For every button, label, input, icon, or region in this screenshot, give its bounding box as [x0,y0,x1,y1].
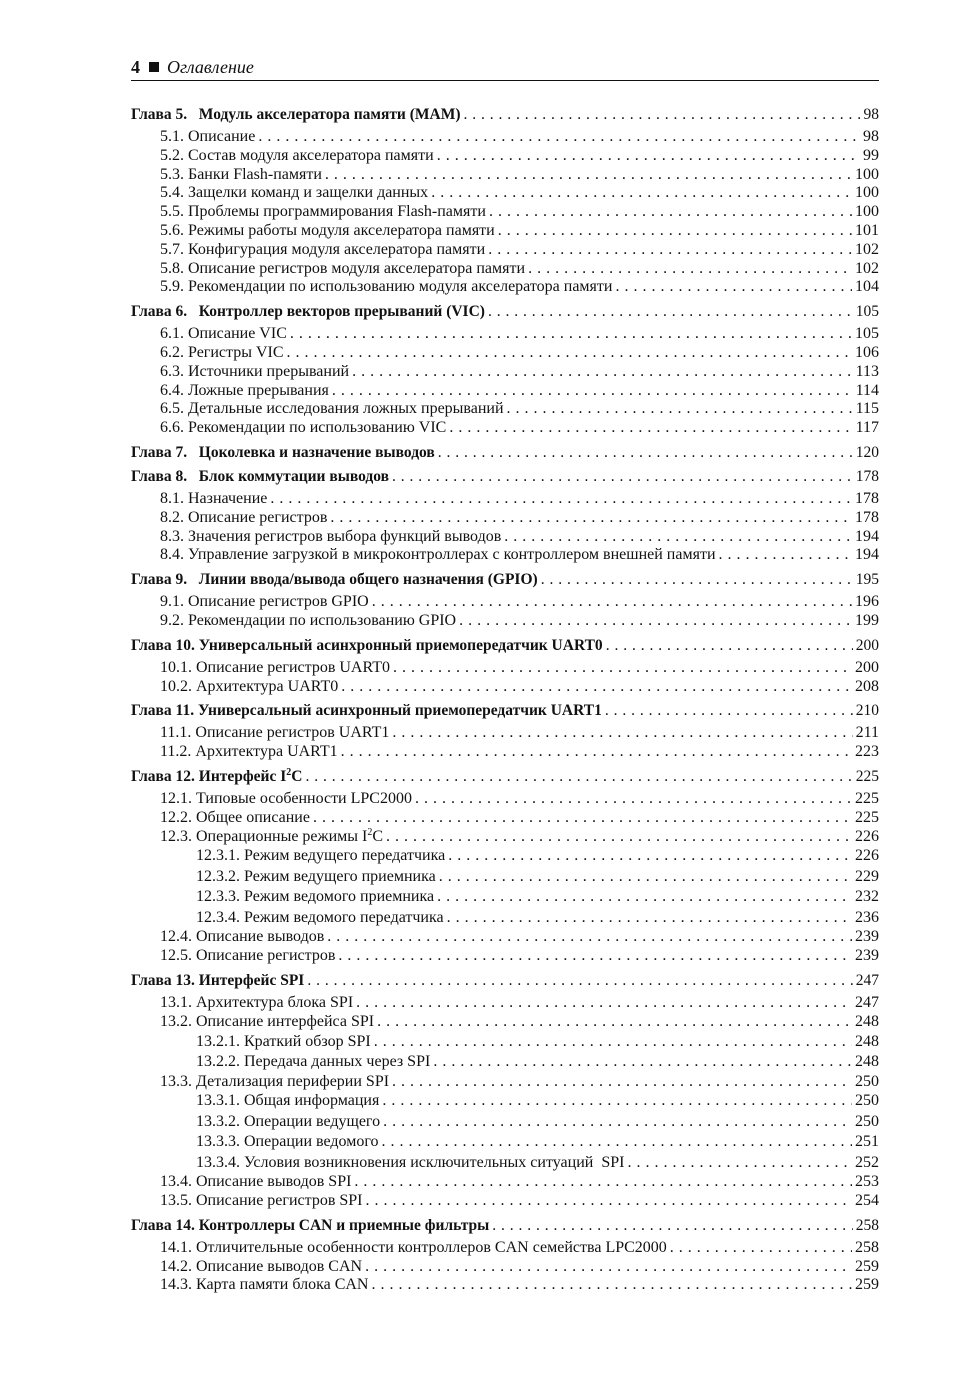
toc-chapter-entry[interactable] [131,302,879,321]
dot-leader [504,528,852,547]
toc-entry-title [160,1276,368,1295]
toc-page-number: 200 [855,636,879,654]
toc-section-entry[interactable] [131,612,879,631]
toc-section-entry[interactable] [131,528,879,547]
toc-subsection-entry[interactable] [131,867,879,888]
dot-leader [449,419,852,438]
toc-section-entry[interactable] [131,419,879,438]
toc-section-entry[interactable] [131,928,879,947]
toc-entry-title [160,222,495,241]
toc-page-number: 252 [855,1153,879,1171]
dot-leader [392,724,852,743]
dot-leader [341,678,852,697]
dot-leader [627,1153,852,1174]
toc-entry-title [196,1032,371,1053]
toc-page-number: 115 [855,400,879,418]
toc-entry-title [131,105,461,124]
toc-page-number: 248 [855,1032,879,1050]
toc-entry-title [196,1091,379,1112]
toc-entry-title [160,659,390,678]
dot-leader [488,241,852,260]
toc-entry-title-text: 13.3.1. Общая информация [196,1092,380,1110]
dot-leader [374,1032,852,1053]
dot-leader [528,260,852,279]
toc-subsection-entry[interactable] [131,887,879,908]
toc-entry-title-text: 13.3. Детализация периферии SPI [160,1072,390,1090]
toc-page-number: 194 [855,527,879,545]
toc-entry-title-text: 11.2. Архитектура UART1 [160,743,338,761]
toc-subsection-entry[interactable] [131,1153,879,1174]
toc-entry-title [131,971,304,990]
toc-entry-title [160,593,369,612]
toc-entry-title-text: 5.1. Описание [160,128,256,145]
toc-entry-title [196,1132,378,1153]
page-number: 4 [131,57,140,77]
toc-section-entry[interactable] [131,1239,879,1258]
toc-entry-title-text: 12.3.2. Режим ведущего приемника [196,867,436,885]
toc-section-entry[interactable] [131,382,879,401]
toc-entry-title-text: Глава 10. Универсальный асинхронный приемопередатчик UART0 [131,636,603,654]
toc-page-number: 113 [855,362,879,380]
toc-page-number: 99 [863,146,879,164]
dot-leader [325,166,852,185]
toc-entry-title-text: 5.9. Рекомендации по использованию модуля акселератора памяти [160,278,613,296]
toc-section-entry[interactable] [131,743,879,762]
toc-page-number: 259 [855,1276,879,1294]
toc-page-number: 178 [855,508,879,526]
toc-entry-title [131,636,603,655]
toc-entry-title [160,1013,374,1032]
toc-entry-title-text: Глава 6. Контроллер векторов прерываний (VIC) [131,303,485,321]
toc-entry-title-text: 10.2. Архитектура UART0 [160,677,339,695]
toc-page-number: 114 [855,381,879,399]
toc-entry-title-text: 8.4. Управление загрузкой в микроконтроллерах с контроллером внешней памяти [160,546,716,564]
toc-entry-title [160,1258,362,1277]
dot-leader [365,1258,852,1277]
toc-entry-title-text: 6.6. Рекомендации по использованию VIC [160,419,447,437]
toc-page-number: 250 [855,1112,879,1130]
toc-page-number: 254 [855,1192,879,1210]
toc-entry-title [160,947,335,966]
dot-leader [354,1173,852,1192]
toc-entry-title [160,743,338,762]
toc-entry-title [160,128,255,147]
toc-section-entry[interactable] [131,490,879,509]
dot-leader [307,971,852,990]
toc-entry-title-text: 8.2. Описание регистров [160,508,328,526]
toc-entry-title-text: 13.2.1. Краткий обзор SPI [196,1032,371,1050]
toc-entry-title-text: Глава 7. Цоколевка и назначение выводов [131,443,435,461]
toc-entry-title [196,846,445,867]
dot-leader [372,593,852,612]
toc-entry-title [160,147,434,166]
toc-page-number: 247 [855,971,879,989]
toc-page-number: 253 [855,1173,879,1191]
dot-leader [415,790,852,809]
toc-entry-title [160,678,338,697]
dot-leader [433,1052,852,1073]
toc-chapter-entry[interactable] [131,443,879,462]
toc-page-number: 102 [855,259,879,277]
dot-leader [270,490,852,509]
toc-section-entry[interactable] [131,1276,879,1295]
toc-entry-title [160,278,612,297]
toc-page-number: 178 [855,467,879,485]
dot-leader [507,400,853,419]
toc-entry-title [160,1173,351,1192]
toc-entry-title [160,400,504,419]
toc-page-number: 98 [863,128,879,145]
toc-page-number: 120 [855,443,879,461]
toc-section-entry[interactable] [131,724,879,743]
toc-page-number: 250 [855,1092,879,1110]
toc-entry-title [131,570,538,589]
toc-entry-title-text: 14.2. Описание выводов CAN [160,1257,363,1275]
dot-leader [382,1091,852,1112]
toc-entry-title-text: 8.3. Значения регистров выбора функций выводов [160,527,502,545]
toc-entry-title [160,1073,389,1092]
toc-page-number: 258 [855,1216,879,1234]
toc-entry-title [160,509,327,528]
toc-section-entry[interactable] [131,147,879,166]
running-title: Оглавление [167,57,254,77]
square-bullet-icon [149,62,159,72]
toc-entry-title-text: 12.4. Описание выводов [160,928,325,946]
toc-entry-title-text: Глава 13. Интерфейс SPI [131,971,305,989]
toc-entry-title [160,809,310,828]
toc-page-number: 232 [855,888,879,906]
toc-entry-title [160,928,324,947]
toc-subsection-entry[interactable] [131,1132,879,1153]
dot-leader [287,344,852,363]
dot-leader [448,846,852,867]
toc-page-number: 102 [855,240,879,258]
toc-section-entry[interactable] [131,678,879,697]
dot-leader [439,867,852,888]
toc-chapter-entry[interactable] [131,1216,879,1235]
dot-leader [392,467,853,486]
dot-leader [386,828,852,847]
toc-page-number: 259 [855,1257,879,1275]
toc-entry-title [196,1052,430,1073]
toc-page-number: 195 [855,571,879,589]
toc-section-entry[interactable] [131,222,879,241]
toc-chapter-entry[interactable] [131,105,879,124]
toc-entry-title [160,203,486,222]
toc-page-number: 239 [855,928,879,946]
toc-section-entry[interactable] [131,509,879,528]
toc-page-number: 98 [863,106,879,123]
dot-leader [327,928,852,947]
toc-subsection-entry[interactable] [131,846,879,867]
toc-entry-title-text: 13.3.4. Условия возникновения исключительных ситуаций SPI [196,1153,625,1171]
toc-entry-title-text: 5.5. Проблемы программирования Flash-памяти [160,203,486,221]
toc-subsection-entry[interactable] [131,1052,879,1073]
dot-leader [341,743,852,762]
dot-leader [330,509,852,528]
toc-section-entry[interactable] [131,1258,879,1277]
toc-section-entry[interactable] [131,128,879,147]
toc-entry-title [160,828,383,847]
dot-leader [313,809,852,828]
toc-page-number: 196 [855,593,879,611]
toc-section-entry[interactable] [131,166,879,185]
toc-entry-title [160,1239,667,1258]
toc-entry-title-text: 5.3. Банки Flash-памяти [160,165,322,183]
dot-leader [371,1276,852,1295]
toc-entry-title [160,363,349,382]
dot-leader [488,302,853,321]
toc-page-number: 117 [855,419,879,437]
toc-chapter-entry[interactable] [131,767,879,786]
dot-leader [381,1132,852,1153]
dot-leader [332,382,853,401]
toc-entry-title-text: 14.1. Отличительные особенности контроллеров CAN семейства LPC2000 [160,1238,667,1256]
toc-entry-title [196,867,436,888]
toc-entry-title [160,490,267,509]
dot-leader [431,184,852,203]
toc-entry-title-text: 9.1. Описание регистров GPIO [160,593,369,611]
dot-leader [437,887,852,908]
toc-page-number: 199 [855,611,879,629]
toc-page-number: 178 [855,489,879,507]
toc-entry-title [131,767,302,786]
toc-entry-superscript: 2 [286,766,292,778]
dot-leader [338,947,852,966]
toc-section-entry[interactable] [131,363,879,382]
toc-entry-title [160,344,284,363]
toc-entry-title-text: 5.4. Защелки команд и защелки данных [160,184,429,202]
dot-leader [383,1112,852,1133]
toc-page-number: 104 [855,278,879,296]
dot-leader [605,701,853,720]
toc-section-entry[interactable] [131,1173,879,1192]
toc-entry-title-text: 13.1. Архитектура блока SPI [160,993,354,1011]
toc-entry-title-text: 11.1. Описание регистров UART1 [160,724,390,742]
toc-section-entry[interactable] [131,546,879,565]
dot-leader [392,1073,852,1092]
toc-section-entry[interactable] [131,1192,879,1211]
dot-leader [437,147,860,166]
toc-page-number: 208 [855,677,879,695]
toc-entry-title [160,528,501,547]
toc-subsection-entry[interactable] [131,1091,879,1112]
toc-entry-title-text: 12.3.4. Режим ведомого передатчика [196,908,444,926]
dot-leader [498,222,852,241]
running-header [131,54,879,81]
toc-entry-title [131,1216,489,1235]
toc-subsection-entry[interactable] [131,1032,879,1053]
dot-leader [541,570,853,589]
toc-entry-title [160,184,428,203]
toc-entry-title-text: 13.2. Описание интерфейса SPI [160,1012,375,1030]
toc-entry-title-text: 12.3.1. Режим ведущего передатчика [196,847,446,865]
toc-page-number: 211 [855,724,879,742]
toc-section-entry[interactable] [131,278,879,297]
toc-section-entry[interactable] [131,790,879,809]
toc-entry-title-text: 6.4. Ложные прерывания [160,381,329,399]
toc-page-number: 239 [855,947,879,965]
toc-entry-title [131,467,389,486]
toc-entry-title [131,701,602,720]
toc-page-number: 100 [855,184,879,202]
toc-page-number: 251 [855,1133,879,1151]
toc-page-number: 248 [855,1012,879,1030]
toc-page-number: 200 [855,658,879,676]
toc-chapter-entry[interactable] [131,701,879,720]
toc-page-number: 223 [855,743,879,761]
toc-entry-title [160,994,353,1013]
toc-entry-title-text: Глава 11. Универсальный асинхронный приемопередатчик UART1 [131,702,602,720]
dot-leader [459,612,852,631]
toc-entry-title-text: 13.3.3. Операции ведомого [196,1133,379,1151]
toc-entry-title-text: 12.3.3. Режим ведомого приемника [196,888,435,906]
toc-page-number: 105 [855,303,879,321]
toc-entry-title-text: 6.1. Описание VIC [160,325,287,343]
toc-page-number: 194 [855,546,879,564]
toc-page-number: 210 [855,702,879,720]
toc-section-entry[interactable] [131,400,879,419]
toc-page-number: 101 [855,221,879,239]
toc-entry-title [160,612,456,631]
toc-entry-title-text: 13.5. Описание регистров SPI [160,1192,363,1210]
toc-entry-title [160,724,389,743]
toc-entry-title [160,790,412,809]
toc-page-number: 250 [855,1072,879,1090]
toc-entry-title-text: Глава 8. Блок коммутации выводов [131,467,389,485]
toc-entry-title-text: 5.2. Состав модуля акселератора памяти [160,146,434,164]
toc-subsection-entry[interactable] [131,908,879,929]
toc-section-entry[interactable] [131,809,879,828]
toc-entry-title-text: 6.5. Детальные исследования ложных прерываний [160,400,504,418]
table-of-contents [131,100,879,1295]
toc-entry-title [160,546,716,565]
toc-entry-title [196,1153,624,1174]
toc-section-entry[interactable] [131,947,879,966]
toc-entry-title [160,419,446,438]
toc-entry-title [160,260,525,279]
toc-entry-title-text: 12.5. Описание регистров [160,947,336,965]
toc-entry-title-text: 6.2. Регистры VIC [160,343,284,361]
toc-page-number: 247 [855,993,879,1011]
toc-entry-title-text: 9.2. Рекомендации по использованию GPIO [160,611,457,629]
toc-chapter-entry[interactable] [131,636,879,655]
toc-page-number: 226 [855,847,879,865]
toc-section-entry[interactable] [131,260,879,279]
toc-page-number: 225 [855,808,879,826]
toc-section-entry[interactable] [131,994,879,1013]
toc-entry-title-text: 10.1. Описание регистров UART0 [160,658,390,676]
dot-leader [305,767,852,786]
toc-page-number: 248 [855,1053,879,1070]
toc-page-number: 106 [855,343,879,361]
toc-entry-title-text: Глава 12. Интерфейс I [131,767,287,785]
toc-section-entry[interactable] [131,203,879,222]
toc-page-number: 100 [855,165,879,183]
toc-entry-title-text: 6.3. Источники прерываний [160,362,350,380]
toc-entry-title-text: Глава 5. Модуль акселератора памяти (MAM) [131,106,461,123]
toc-page-number: 229 [855,867,879,885]
toc-subsection-entry[interactable] [131,1112,879,1133]
toc-entry-title [196,887,434,908]
toc-page-number: 100 [855,203,879,221]
dot-leader [393,659,852,678]
toc-entry-title [196,1112,380,1133]
toc-entry-title-text: 12.3. Операционные режимы I [160,827,368,845]
toc-entry-title-text: 13.4. Описание выводов SPI [160,1173,352,1191]
toc-entry-title [160,166,322,185]
toc-entry-title [160,241,485,260]
toc-entry-title-text: 13.3.2. Операции ведущего [196,1112,381,1130]
toc-page-number: 105 [855,325,879,343]
toc-page-number: 225 [855,789,879,807]
dot-leader [377,1013,852,1032]
toc-section-entry[interactable] [131,1013,879,1032]
toc-entry-title [196,908,444,929]
toc-page-number: 258 [855,1238,879,1256]
dot-leader [615,278,852,297]
toc-section-entry[interactable] [131,828,879,847]
dot-leader [438,443,853,462]
toc-section-entry[interactable] [131,325,879,344]
toc-entry-title [160,1192,363,1211]
toc-entry-title [160,382,329,401]
toc-section-entry[interactable] [131,593,879,612]
toc-page-number: 225 [855,767,879,785]
toc-chapter-entry[interactable] [131,467,879,486]
toc-entry-title-tail: C [372,827,384,845]
toc-entry-title-text: Глава 9. Линии ввода/вывода общего назначения (GPIO) [131,571,538,589]
dot-leader [670,1239,852,1258]
toc-entry-title-text: 8.1. Назначение [160,489,268,507]
toc-entry-title [131,302,485,321]
toc-section-entry[interactable] [131,241,879,260]
dot-leader [356,994,852,1013]
toc-entry-title-text: 5.7. Конфигурация модуля акселератора памяти [160,240,486,258]
dot-leader [447,908,852,929]
dot-leader [366,1192,853,1211]
toc-entry-title-text: 13.2.2. Передача данных через SPI [196,1053,431,1070]
toc-entry-title-tail: C [291,767,303,785]
dot-leader [290,325,852,344]
toc-entry-title-text: 14.3. Карта памяти блока CAN [160,1276,369,1294]
toc-entry-title-text: 12.1. Типовые особенности LPC2000 [160,789,412,807]
toc-chapter-entry[interactable] [131,570,879,589]
dot-leader [606,636,853,655]
toc-section-entry[interactable] [131,659,879,678]
toc-section-entry[interactable] [131,344,879,363]
toc-entry-title [131,443,435,462]
toc-entry-title-text: Глава 14. Контроллеры CAN и приемные фильтры [131,1216,490,1234]
dot-leader [464,105,861,124]
toc-chapter-entry[interactable] [131,971,879,990]
dot-leader [719,546,852,565]
toc-section-entry[interactable] [131,1073,879,1092]
toc-entry-superscript: 2 [367,826,373,838]
dot-leader [489,203,852,222]
toc-entry-title-text: 5.6. Режимы работы модуля акселератора памяти [160,221,495,239]
toc-entry-title-text: 12.2. Общее описание [160,808,310,826]
dot-leader [492,1216,853,1235]
toc-page-number: 236 [855,908,879,926]
toc-entry-title [160,325,287,344]
toc-entry-title-text: 5.8. Описание регистров модуля акселератора памяти [160,259,526,277]
dot-leader [352,363,853,382]
toc-page-number: 226 [855,827,879,845]
dot-leader [258,128,860,147]
toc-section-entry[interactable] [131,184,879,203]
